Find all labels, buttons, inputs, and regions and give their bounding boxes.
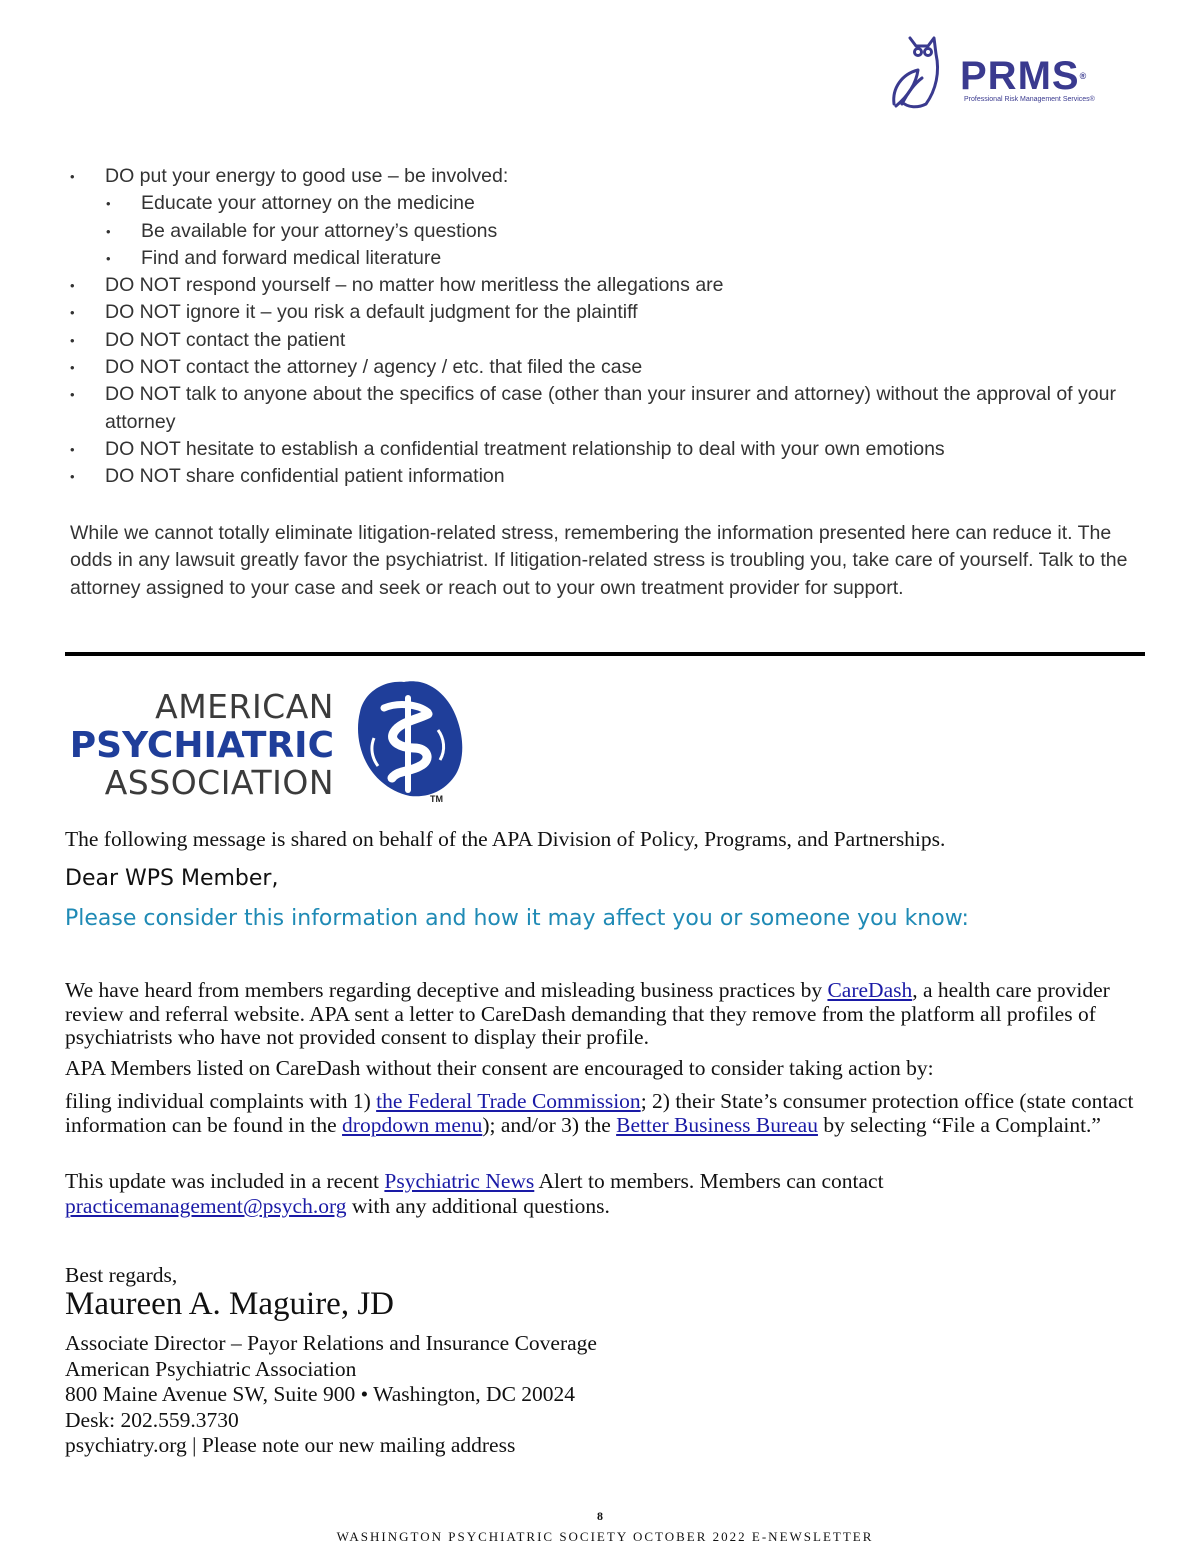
bullet-marker: • bbox=[70, 332, 75, 348]
prms-tagline: Professional Risk Management Services® bbox=[964, 96, 1095, 103]
closing-regards: Best regards, bbox=[65, 1263, 178, 1287]
bullet-text: Find and forward medical literature bbox=[141, 246, 442, 269]
consider-heading: Please consider this information and how it may affect you or someone you know: bbox=[65, 906, 969, 931]
apa-logo-line2: PSYCHIATRIC bbox=[69, 725, 334, 766]
sub-bullet-item bbox=[70, 218, 1140, 245]
bullet-text: DO put your energy to good use – be involved: bbox=[105, 165, 509, 187]
signatory-address: 800 Maine Avenue SW, Suite 900 • Washington, DC 20024 bbox=[65, 1382, 576, 1407]
signatory-organization: American Psychiatric Association bbox=[65, 1356, 357, 1381]
shared-message-intro: The following message is shared on behalf of the APA Division of Policy, Programs, and Partnerships. bbox=[65, 827, 946, 851]
bullet-text: DO NOT hesitate to establish a confidential treatment relationship to deal with your own emotions bbox=[105, 437, 945, 460]
greeting: Dear WPS Member, bbox=[65, 866, 279, 891]
bullet-item bbox=[70, 272, 1140, 299]
update-paragraph: This update was included in a recent Psychiatric News Alert to members. Members can contact practicemanagement@psych.org with any additional questions. bbox=[65, 1169, 884, 1218]
bullet-marker: • bbox=[106, 250, 111, 266]
bullet-text: DO NOT respond yourself – no matter how meritless the allegations are bbox=[105, 274, 724, 297]
signatory-title: Associate Director – Payor Relations and Insurance Coverage bbox=[65, 1331, 597, 1355]
apa-logo bbox=[69, 678, 468, 808]
bullet-marker: • bbox=[106, 196, 111, 212]
bullet-text: Be available for your attorney’s questions bbox=[141, 219, 498, 242]
sub-bullet-item bbox=[70, 190, 1140, 217]
apa-brain-emblem-icon bbox=[354, 678, 466, 808]
newsletter-footer: WASHINGTON PSYCHIATRIC SOCIETY OCTOBER 2022 E-NEWSLETTER bbox=[336, 1529, 874, 1544]
bullet-item bbox=[70, 436, 1140, 463]
bullet-text: DO NOT contact the attorney / agency / etc. that filed the case bbox=[105, 356, 643, 379]
complaints-paragraph: filing individual complaints with 1) the Federal Trade Commission; 2) their State’s consumer protection office (state contact information can be found in the dropdown menu); and/or 3) the Better Business Bureau by selecting “File a Complaint.” bbox=[65, 1089, 1134, 1137]
bullet-text: DO NOT contact the patient bbox=[105, 328, 346, 351]
prms-wordmark: PRMS® bbox=[960, 54, 1088, 98]
bullet-text: DO NOT ignore it – you risk a default judgment for the plaintiff bbox=[105, 301, 638, 324]
caredash-paragraph: We have heard from members regarding deceptive and misleading business practices by CareDash, a health care provider review and referral website. APA sent a letter to CareDash demanding that they remove from the platform all profiles of psychiatrists who have not provided consent to display their profile. bbox=[65, 978, 1110, 1049]
section-divider bbox=[65, 652, 1145, 656]
bullet-item bbox=[70, 354, 1140, 381]
bullet-item bbox=[70, 299, 1140, 326]
bullet-item bbox=[70, 163, 1140, 190]
action-intro-paragraph: APA Members listed on CareDash without their consent are encouraged to consider taking action by: bbox=[65, 1056, 934, 1080]
sub-bullet-item bbox=[70, 245, 1140, 272]
apa-logo-line3: ASSOCIATION bbox=[104, 763, 334, 802]
prms-logo bbox=[888, 32, 1138, 112]
bullet-item bbox=[70, 463, 1140, 490]
dropdown-menu-link[interactable]: dropdown menu bbox=[342, 1112, 483, 1137]
bullet-marker: • bbox=[70, 169, 75, 184]
bullet-item bbox=[70, 327, 1140, 354]
bbb-link[interactable]: Better Business Bureau bbox=[616, 1112, 818, 1137]
bullet-text: DO NOT talk to anyone about the specifics of case (other than your insurer and attorney) without the approval of your attorney bbox=[105, 383, 1116, 433]
page-number: 8 bbox=[597, 1509, 603, 1523]
ftc-link[interactable]: the Federal Trade Commission bbox=[376, 1089, 641, 1113]
bullet-marker: • bbox=[70, 469, 75, 485]
signatory-website: psychiatry.org | Please note our new mailing address bbox=[65, 1433, 516, 1458]
signatory-phone: Desk: 202.559.3730 bbox=[65, 1407, 239, 1432]
bullet-text: DO NOT share confidential patient information bbox=[105, 465, 505, 488]
signatory-name: Maureen A. Maguire, JD bbox=[65, 1286, 395, 1322]
signature-block bbox=[65, 1331, 597, 1459]
bullet-marker: • bbox=[70, 305, 75, 321]
apa-trademark: TM bbox=[430, 794, 443, 804]
owl-icon bbox=[888, 32, 958, 112]
bullet-text: Educate your attorney on the medicine bbox=[141, 192, 475, 215]
bullet-marker: • bbox=[70, 387, 75, 403]
bullet-item bbox=[70, 381, 1140, 436]
bullet-marker: • bbox=[70, 360, 75, 376]
apa-logo-line1: AMERICAN bbox=[155, 687, 334, 726]
closing-paragraph: While we cannot totally eliminate litigation-related stress, remembering the information presented here can reduce it. The odds in any lawsuit greatly favor the psychiatrist. If litigation-related stress is troubling you, take care of yourself. Talk to the attorney assigned to your case and seek or reach out to your own treatment provider for support. bbox=[70, 522, 1128, 599]
bullet-marker: • bbox=[70, 441, 75, 457]
bullet-marker: • bbox=[70, 278, 75, 294]
advice-bullet-list bbox=[70, 163, 1140, 491]
caredash-link[interactable]: CareDash bbox=[827, 978, 913, 1002]
email-link[interactable]: practicemanagement@psych.org bbox=[65, 1194, 347, 1218]
bullet-marker: • bbox=[106, 223, 111, 239]
psychiatric-news-link[interactable]: Psychiatric News bbox=[384, 1169, 535, 1193]
